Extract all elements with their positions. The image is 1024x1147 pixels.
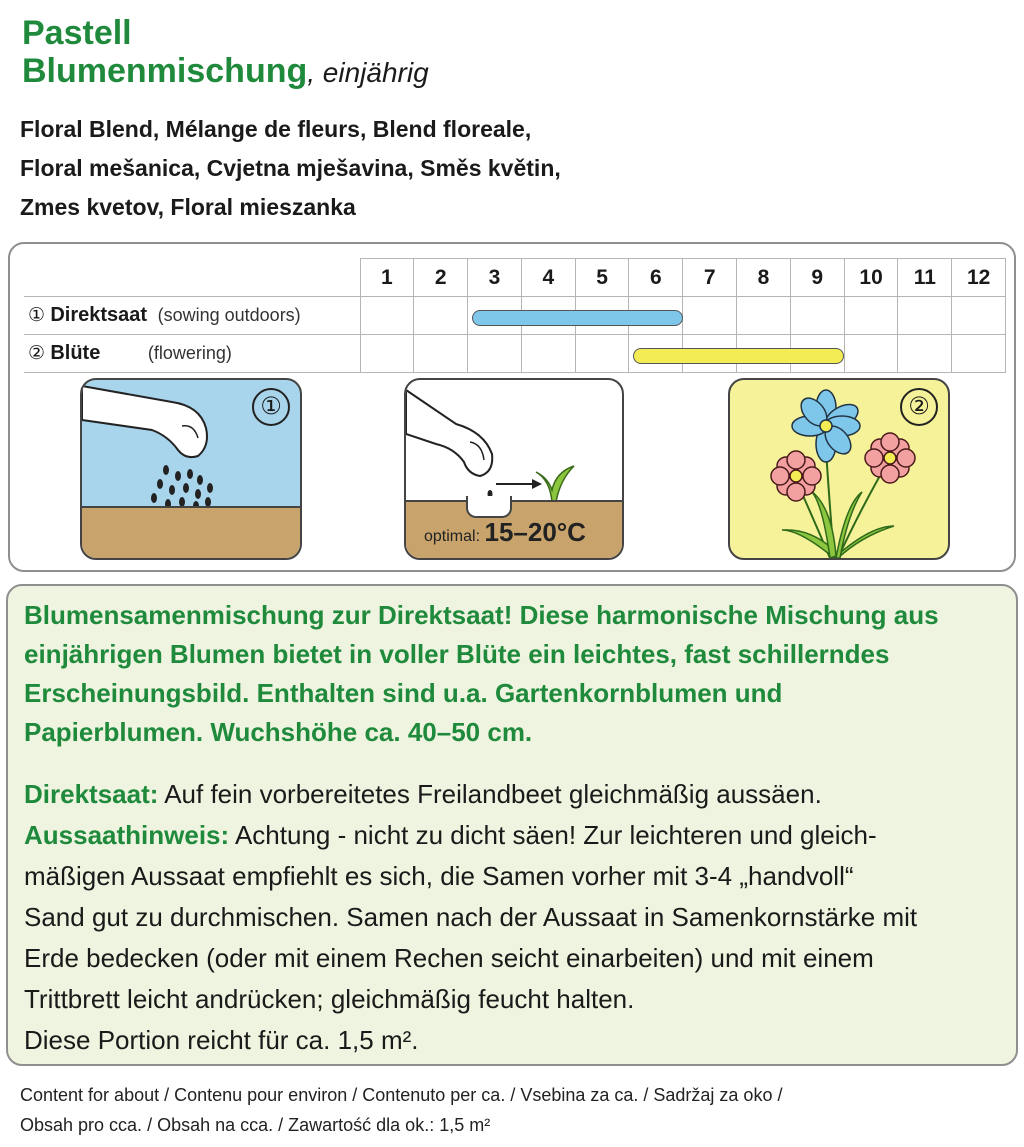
direct-sowing-line xyxy=(24,774,1000,815)
temperature-value: 15–20°C xyxy=(484,517,586,547)
month-3: 3 xyxy=(468,259,522,297)
growing-calendar-panel xyxy=(8,242,1016,572)
temperature-prefix: optimal: xyxy=(424,528,481,545)
month-header-row xyxy=(24,259,1006,297)
sowing-hint-text: Achtung - nicht zu dicht säen! Zur leichteren und gleich- xyxy=(229,820,877,850)
sowing-hint-line: Trittbrett leicht andrücken; gleichmäßig feucht halten. xyxy=(24,984,635,1014)
footer-line: Content for about / Contenu pour environ / Contenuto per ca. / Vsebina za ca. / Sadržaj za oko / xyxy=(20,1085,783,1105)
sowing-marker: ① xyxy=(28,305,46,326)
seed-hole xyxy=(466,496,512,518)
flowering-english: (flowering) xyxy=(147,343,232,363)
month-1: 1 xyxy=(360,259,414,297)
month-10: 10 xyxy=(844,259,898,297)
description-line: Blumensamenmischung zur Direktsaat! Diese harmonische Mischung aus xyxy=(24,600,939,630)
product-series: Pastell xyxy=(22,14,132,52)
month-9: 9 xyxy=(790,259,844,297)
flowering-row-label xyxy=(24,335,360,373)
sowing-illustration xyxy=(80,378,302,560)
month-2: 2 xyxy=(414,259,468,297)
translation-line: Zmes kvetov, Floral mieszanka xyxy=(20,194,356,220)
translation-line: Floral Blend, Mélange de fleurs, Blend floreale, xyxy=(20,116,532,142)
sowing-hint-line xyxy=(24,815,1000,856)
product-name-line xyxy=(22,52,429,92)
flowering-label: Blüte xyxy=(50,342,101,364)
sowing-period-bar xyxy=(472,310,683,326)
sowing-hint-line: Erde bedecken (oder mit einem Rechen seicht einarbeiten) und mit einem xyxy=(24,943,874,973)
sowing-hint-label: Aussaathinweis: xyxy=(24,820,230,850)
flowering-marker: ② xyxy=(28,343,46,364)
blue-flower xyxy=(792,390,862,462)
description-box xyxy=(6,584,1018,1066)
product-description xyxy=(24,596,1000,752)
sowing-row-label xyxy=(24,297,360,335)
flowering-row xyxy=(24,335,1006,373)
sowing-english: (sowing outdoors) xyxy=(157,305,301,325)
product-name: Blumenmischung xyxy=(22,52,308,90)
month-11: 11 xyxy=(898,259,952,297)
description-line: Papierblumen. Wuchshöhe ca. 40–50 cm. xyxy=(24,717,533,747)
month-7: 7 xyxy=(683,259,737,297)
sowing-label: Direktsaat xyxy=(50,304,148,326)
sowing-hint-line: Sand gut zu durchmischen. Samen nach der Aussaat in Samenkornstärke mit xyxy=(24,902,918,932)
product-translations xyxy=(20,110,561,227)
soil-layer xyxy=(82,506,300,558)
germination-temperature xyxy=(424,517,586,548)
flowering-illustration xyxy=(728,378,950,560)
flowering-step-marker: ② xyxy=(900,388,938,426)
month-4: 4 xyxy=(521,259,575,297)
sowing-step-marker: ① xyxy=(252,388,290,426)
germination-illustration xyxy=(404,378,624,560)
translation-line: Floral mešanica, Cvjetna mješavina, Směs květin, xyxy=(20,155,561,181)
calendar-corner xyxy=(24,259,360,297)
month-6: 6 xyxy=(629,259,683,297)
description-line: Erscheinungsbild. Enthalten sind u.a. Gartenkornblumen und xyxy=(24,678,783,708)
month-8: 8 xyxy=(737,259,791,297)
direct-sowing-text: Auf fein vorbereitetes Freilandbeet gleichmäßig aussäen. xyxy=(158,779,822,809)
sowing-instructions xyxy=(24,774,1000,1061)
flowering-period-bar xyxy=(633,348,844,364)
footer-line: Obsah pro cca. / Obsah na cca. / Zawartość dla ok.: 1,5 m² xyxy=(20,1115,491,1135)
direct-sowing-label: Direktsaat: xyxy=(24,779,159,809)
portion-text: Diese Portion reicht für ca. 1,5 m². xyxy=(24,1025,419,1055)
product-subtitle: , einjährig xyxy=(307,57,429,88)
description-line: einjährigen Blumen bietet in voller Blüte ein leichtes, fast schillerndes xyxy=(24,639,890,669)
month-5: 5 xyxy=(575,259,629,297)
sowing-hint-line: mäßigen Aussaat empfiehlt es sich, die Samen vorher mit 3-4 „handvoll“ xyxy=(24,861,854,891)
product-title xyxy=(22,14,429,92)
content-footer xyxy=(20,1080,782,1140)
month-12: 12 xyxy=(952,259,1006,297)
